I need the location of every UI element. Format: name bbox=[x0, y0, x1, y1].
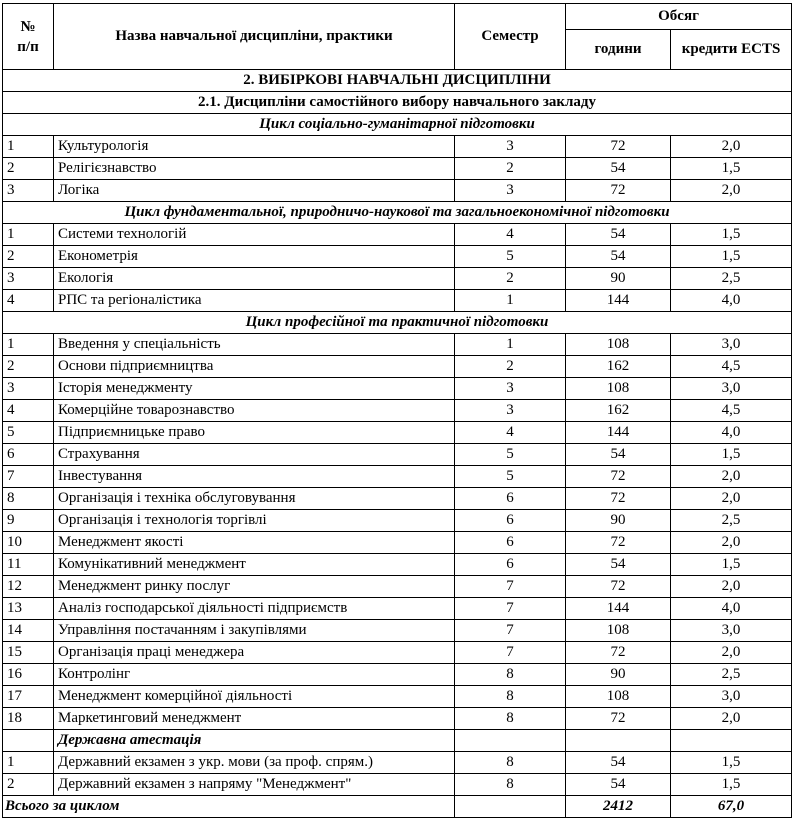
semester-cell: 1 bbox=[455, 290, 566, 312]
empty-cell bbox=[3, 730, 54, 752]
hours-cell: 54 bbox=[566, 752, 671, 774]
hours-cell: 108 bbox=[566, 378, 671, 400]
row-number: 4 bbox=[3, 290, 54, 312]
credits-cell: 1,5 bbox=[671, 774, 792, 796]
hours-cell: 54 bbox=[566, 554, 671, 576]
hours-cell: 162 bbox=[566, 400, 671, 422]
hours-cell: 72 bbox=[566, 642, 671, 664]
credits-cell: 1,5 bbox=[671, 752, 792, 774]
course-name: Аналіз господарської діяльності підприємств bbox=[54, 598, 455, 620]
hours-cell: 54 bbox=[566, 774, 671, 796]
header-num: № п/п bbox=[3, 4, 54, 70]
row-number: 16 bbox=[3, 664, 54, 686]
row-number: 2 bbox=[3, 774, 54, 796]
table-row bbox=[3, 686, 792, 708]
credits-cell: 3,0 bbox=[671, 620, 792, 642]
semester-cell: 8 bbox=[455, 664, 566, 686]
cycle-header-row bbox=[3, 114, 792, 136]
row-number: 3 bbox=[3, 378, 54, 400]
total-row bbox=[3, 796, 792, 818]
cycle-title: Цикл соціально-гуманітарної підготовки bbox=[3, 114, 792, 136]
table-row bbox=[3, 554, 792, 576]
row-number: 2 bbox=[3, 246, 54, 268]
table-row bbox=[3, 752, 792, 774]
semester-cell: 3 bbox=[455, 180, 566, 202]
semester-cell: 7 bbox=[455, 620, 566, 642]
hours-cell: 72 bbox=[566, 466, 671, 488]
subsection-title: 2.1. Дисципліни самостійного вибору навчального закладу bbox=[3, 92, 792, 114]
credits-cell: 2,5 bbox=[671, 664, 792, 686]
credits-cell: 2,0 bbox=[671, 642, 792, 664]
hours-cell: 90 bbox=[566, 664, 671, 686]
hours-cell: 144 bbox=[566, 422, 671, 444]
hours-cell: 72 bbox=[566, 532, 671, 554]
cycle-title: Цикл фундаментальної, природничо-наукової та загальноекономічної підготовки bbox=[3, 202, 792, 224]
semester-cell: 1 bbox=[455, 334, 566, 356]
course-name: Економетрія bbox=[54, 246, 455, 268]
course-name: Маркетинговий менеджмент bbox=[54, 708, 455, 730]
hours-cell: 72 bbox=[566, 136, 671, 158]
header-hours: години bbox=[566, 30, 671, 70]
table-row bbox=[3, 598, 792, 620]
empty-cell bbox=[671, 730, 792, 752]
course-name: Контролінг bbox=[54, 664, 455, 686]
credits-cell: 2,0 bbox=[671, 466, 792, 488]
credits-cell: 2,0 bbox=[671, 576, 792, 598]
row-number: 4 bbox=[3, 400, 54, 422]
row-number: 3 bbox=[3, 268, 54, 290]
hours-cell: 54 bbox=[566, 444, 671, 466]
credits-cell: 1,5 bbox=[671, 444, 792, 466]
hours-cell: 108 bbox=[566, 334, 671, 356]
table-row bbox=[3, 510, 792, 532]
course-name: Комунікативний менеджмент bbox=[54, 554, 455, 576]
table-row bbox=[3, 708, 792, 730]
empty-cell bbox=[455, 730, 566, 752]
semester-cell: 8 bbox=[455, 774, 566, 796]
table-row bbox=[3, 378, 792, 400]
row-number: 12 bbox=[3, 576, 54, 598]
course-name: Менеджмент комерційної діяльності bbox=[54, 686, 455, 708]
row-number: 15 bbox=[3, 642, 54, 664]
table-row bbox=[3, 444, 792, 466]
table-row bbox=[3, 246, 792, 268]
semester-cell: 5 bbox=[455, 246, 566, 268]
credits-cell: 3,0 bbox=[671, 686, 792, 708]
row-number: 2 bbox=[3, 158, 54, 180]
row-number: 11 bbox=[3, 554, 54, 576]
total-hours: 2412 bbox=[566, 796, 671, 818]
row-number: 1 bbox=[3, 334, 54, 356]
credits-cell: 4,5 bbox=[671, 356, 792, 378]
course-name: Організація і техніка обслуговування bbox=[54, 488, 455, 510]
row-number: 1 bbox=[3, 224, 54, 246]
cycle-header-row bbox=[3, 312, 792, 334]
semester-cell: 4 bbox=[455, 224, 566, 246]
course-name: Комерційне товарознавство bbox=[54, 400, 455, 422]
total-label: Всього за циклом bbox=[3, 796, 455, 818]
credits-cell: 4,5 bbox=[671, 400, 792, 422]
table-row bbox=[3, 356, 792, 378]
hours-cell: 54 bbox=[566, 224, 671, 246]
course-name: Релігієзнавство bbox=[54, 158, 455, 180]
course-name: Страхування bbox=[54, 444, 455, 466]
table-row bbox=[3, 488, 792, 510]
semester-cell: 8 bbox=[455, 686, 566, 708]
credits-cell: 4,0 bbox=[671, 290, 792, 312]
row-number: 17 bbox=[3, 686, 54, 708]
credits-cell: 2,0 bbox=[671, 180, 792, 202]
table-row bbox=[3, 290, 792, 312]
course-name: Організація і технологія торгівлі bbox=[54, 510, 455, 532]
credits-cell: 3,0 bbox=[671, 334, 792, 356]
table-row bbox=[3, 422, 792, 444]
row-number: 14 bbox=[3, 620, 54, 642]
course-name: Організація праці менеджера bbox=[54, 642, 455, 664]
credits-cell: 2,5 bbox=[671, 268, 792, 290]
row-number: 1 bbox=[3, 752, 54, 774]
semester-cell: 7 bbox=[455, 642, 566, 664]
header-name: Назва навчальної дисципліни, практики bbox=[54, 4, 455, 70]
hours-cell: 54 bbox=[566, 158, 671, 180]
credits-cell: 2,0 bbox=[671, 136, 792, 158]
credits-cell: 2,0 bbox=[671, 708, 792, 730]
attestation-header-row bbox=[3, 730, 792, 752]
row-number: 2 bbox=[3, 356, 54, 378]
credits-cell: 1,5 bbox=[671, 246, 792, 268]
table-row bbox=[3, 466, 792, 488]
table-row bbox=[3, 642, 792, 664]
credits-cell: 2,0 bbox=[671, 488, 792, 510]
attestation-title: Державна атестація bbox=[54, 730, 455, 752]
row-number: 9 bbox=[3, 510, 54, 532]
course-name: Підприємницьке право bbox=[54, 422, 455, 444]
hours-cell: 90 bbox=[566, 510, 671, 532]
table-row bbox=[3, 224, 792, 246]
credits-cell: 4,0 bbox=[671, 422, 792, 444]
table-row bbox=[3, 774, 792, 796]
course-name: Основи підприємництва bbox=[54, 356, 455, 378]
table-row bbox=[3, 576, 792, 598]
course-name: Введення у спеціальність bbox=[54, 334, 455, 356]
semester-cell: 7 bbox=[455, 576, 566, 598]
cycle-title: Цикл професійної та практичної підготовки bbox=[3, 312, 792, 334]
semester-cell: 2 bbox=[455, 268, 566, 290]
course-name: Менеджмент якості bbox=[54, 532, 455, 554]
hours-cell: 72 bbox=[566, 576, 671, 598]
semester-cell: 2 bbox=[455, 158, 566, 180]
table-row bbox=[3, 400, 792, 422]
course-name: Управління постачанням і закупівлями bbox=[54, 620, 455, 642]
semester-cell: 3 bbox=[455, 136, 566, 158]
course-name: Державний екзамен з укр. мови (за проф. спрям.) bbox=[54, 752, 455, 774]
row-number: 8 bbox=[3, 488, 54, 510]
hours-cell: 108 bbox=[566, 686, 671, 708]
hours-cell: 108 bbox=[566, 620, 671, 642]
credits-cell: 2,5 bbox=[671, 510, 792, 532]
semester-cell: 8 bbox=[455, 708, 566, 730]
semester-cell: 6 bbox=[455, 532, 566, 554]
row-number: 5 bbox=[3, 422, 54, 444]
course-name: Державний екзамен з напряму "Менеджмент" bbox=[54, 774, 455, 796]
course-name: Системи технологій bbox=[54, 224, 455, 246]
semester-cell: 3 bbox=[455, 378, 566, 400]
cycle-header-row bbox=[3, 202, 792, 224]
header-semester: Семестр bbox=[455, 4, 566, 70]
course-name: Екологія bbox=[54, 268, 455, 290]
table-row bbox=[3, 136, 792, 158]
row-number: 7 bbox=[3, 466, 54, 488]
row-number: 18 bbox=[3, 708, 54, 730]
header-volume: Обсяг bbox=[566, 4, 792, 30]
semester-cell: 6 bbox=[455, 554, 566, 576]
credits-cell: 1,5 bbox=[671, 158, 792, 180]
table-row bbox=[3, 158, 792, 180]
hours-cell: 90 bbox=[566, 268, 671, 290]
credits-cell: 1,5 bbox=[671, 554, 792, 576]
course-name: Культурологія bbox=[54, 136, 455, 158]
course-name: Інвестування bbox=[54, 466, 455, 488]
row-number: 1 bbox=[3, 136, 54, 158]
course-name: Логіка bbox=[54, 180, 455, 202]
row-number: 10 bbox=[3, 532, 54, 554]
semester-cell: 6 bbox=[455, 488, 566, 510]
semester-cell: 4 bbox=[455, 422, 566, 444]
semester-cell: 3 bbox=[455, 400, 566, 422]
row-number: 13 bbox=[3, 598, 54, 620]
credits-cell: 1,5 bbox=[671, 224, 792, 246]
table-body bbox=[3, 70, 792, 818]
course-name: Менеджмент ринку послуг bbox=[54, 576, 455, 598]
course-name: Історія менеджменту bbox=[54, 378, 455, 400]
credits-cell: 2,0 bbox=[671, 532, 792, 554]
header-credits: кредити ECTS bbox=[671, 30, 792, 70]
credits-cell: 4,0 bbox=[671, 598, 792, 620]
total-credits: 67,0 bbox=[671, 796, 792, 818]
semester-cell: 5 bbox=[455, 444, 566, 466]
row-number: 6 bbox=[3, 444, 54, 466]
semester-cell: 5 bbox=[455, 466, 566, 488]
table-row bbox=[3, 620, 792, 642]
table-row bbox=[3, 180, 792, 202]
credits-cell: 3,0 bbox=[671, 378, 792, 400]
hours-cell: 72 bbox=[566, 488, 671, 510]
curriculum-table bbox=[2, 3, 792, 818]
empty-cell bbox=[566, 730, 671, 752]
table-row bbox=[3, 664, 792, 686]
row-number: 3 bbox=[3, 180, 54, 202]
section-title: 2. ВИБІРКОВІ НАВЧАЛЬНІ ДИСЦИПЛІНИ bbox=[3, 70, 792, 92]
semester-cell: 2 bbox=[455, 356, 566, 378]
empty-cell bbox=[455, 796, 566, 818]
table-row bbox=[3, 334, 792, 356]
hours-cell: 54 bbox=[566, 246, 671, 268]
course-name: РПС та регіоналістика bbox=[54, 290, 455, 312]
table-row bbox=[3, 532, 792, 554]
hours-cell: 144 bbox=[566, 598, 671, 620]
hours-cell: 72 bbox=[566, 180, 671, 202]
hours-cell: 144 bbox=[566, 290, 671, 312]
semester-cell: 7 bbox=[455, 598, 566, 620]
semester-cell: 8 bbox=[455, 752, 566, 774]
semester-cell: 6 bbox=[455, 510, 566, 532]
table-row bbox=[3, 268, 792, 290]
hours-cell: 72 bbox=[566, 708, 671, 730]
hours-cell: 162 bbox=[566, 356, 671, 378]
